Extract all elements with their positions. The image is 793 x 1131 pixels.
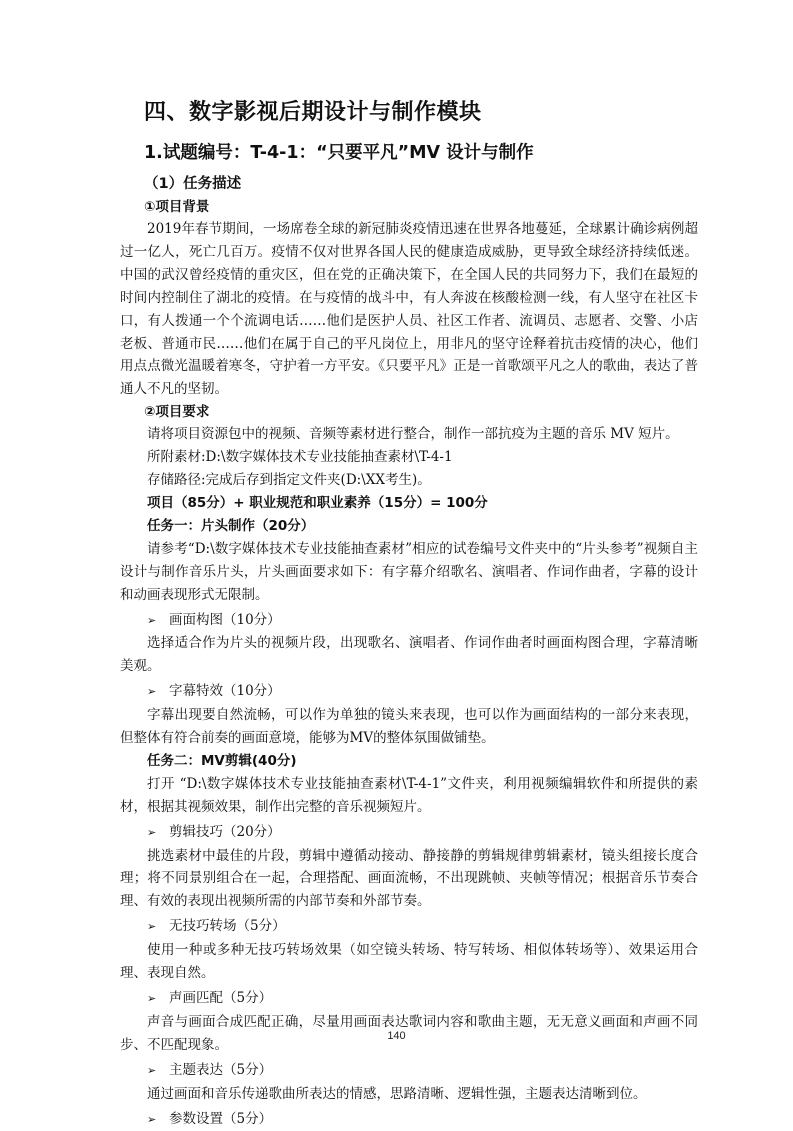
project-requirements-heading: ②项目要求 — [144, 404, 210, 421]
task1-heading: 任务一：片头制作（20分） — [147, 517, 315, 534]
list-item-text: 字幕出现要自然流畅，可以作为单独的镜头来表现，也可以作为画面结构的一部分来表现，但整体有符合前奏的画面意境，能够为MV的整体氛围做铺垫。 — [120, 707, 698, 747]
arrowhead-bullet-icon: ➢ — [147, 613, 157, 627]
page-number: 140 — [387, 1030, 406, 1042]
requirements-storage-path: 存储路径:完成后存到指定文件夹(D:\XX考生)。 — [147, 472, 431, 489]
list-item-label: 参数设置（5分） — [169, 1110, 273, 1127]
list-item — [147, 987, 698, 1011]
module-heading: 四、数字影视后期设计与制作模块 — [144, 100, 482, 125]
arrowhead-bullet-icon: ➢ — [147, 920, 157, 934]
list-item — [147, 915, 698, 939]
list-item — [147, 1059, 698, 1083]
task1-paragraph: 请参考“D:\数字媒体技术专业技能抽查素材”相应的试卷编号文件夹中的“片头参考”视频自主设计与制作音乐片头，片头画面要求如下：有字幕介绍歌名、演唱者、作词作曲者，字幕的设计和动画表现形式无限制。 — [120, 540, 698, 603]
list-item-label: 剪辑技巧（20分） — [169, 823, 281, 840]
score-total: 项目（85分）+ 职业规范和职业素养（15分）= 100分 — [147, 494, 488, 511]
task-description-heading: （1）任务描述 — [144, 176, 242, 192]
list-item — [147, 680, 698, 704]
arrowhead-bullet-icon: ➢ — [147, 992, 157, 1005]
question-heading: 1.试题编号：T-4-1：“只要平凡”MV 设计与制作 — [144, 143, 534, 163]
arrowhead-bullet-icon: ➢ — [147, 685, 157, 699]
list-item-label: 字幕特效（10分） — [169, 683, 281, 700]
document-body — [120, 96, 698, 1131]
list-item-label: 声画匹配（5分） — [169, 990, 273, 1006]
project-background-paragraph: 2019年春节期间，一场席卷全球的新冠肺炎疫情迅速在世界各地蔓延，全球累计确诊病例超过一亿人，死亡几百万。疫情不仅对世界各国人民的健康造成威胁，更导致全球经济持续低迷。中国的武汉曾经疫情的重灾区，但在党的正确决策下，在全国人民的共同努力下，我们在最短的时间内控制住了湖北的疫情。在与疫情的战斗中，有人奔波在核酸检测一线，有人坚守在社区卡口，有人拨通一个个流调电话……他们是医护人员、社区工作者、流调员、志愿者、交警、小店老板、普通市民……他们在属于自己的平凡岗位上，用非凡的坚守诠释着抗击疫情的决心，他们用点点微光温暖着寒冬，守护着一方平安。《只要平凡》正是一首歌颂平凡之人的歌曲，表达了普通人不凡的坚韧。 — [120, 221, 698, 398]
list-item-text: 挑选素材中最佳的片段，剪辑中遵循动接动、静接静的剪辑规律剪辑素材，镜头组接长度合理；将不同景别组合在一起，合理搭配、画面流畅，不出现跳帧、夹帧等情况；根据音乐节奏合理、有效的表现出视频所需的内部节奏和外部节奏。 — [120, 847, 698, 910]
arrowhead-bullet-icon: ➢ — [147, 825, 157, 839]
requirements-line-1: 请将项目资源包中的视频、音频等素材进行整合，制作一部抗疫为主题的音乐 MV 短片。 — [147, 426, 679, 443]
task2-paragraph: 打开 “D:\数字媒体技术专业技能抽查素材\T-4-1”文件夹，利用视频编辑软件和所提供的素材，根据其视频效果，制作出完整的音乐视频短片。 — [120, 775, 698, 815]
list-item-text: 通过画面和音乐传递歌曲所表达的情感，思路清晰、逻辑性强，主题表达清晰到位。 — [147, 1085, 647, 1102]
list-item-text: 声音与画面合成匹配正确，尽量用画面表达歌词内容和歌曲主题，无无意义画面和声画不同步、不匹配现象。 — [120, 1013, 698, 1053]
list-item — [147, 1108, 698, 1131]
requirements-materials-path: 所附素材:D:\数字媒体技术专业技能抽查素材\T-4-1 — [147, 449, 453, 466]
task2-heading: 任务二：MV剪辑(40分) — [147, 752, 297, 769]
list-item-label: 画面构图（10分） — [169, 611, 281, 628]
list-item — [147, 609, 698, 633]
project-background-heading: ①项目背景 — [144, 199, 210, 215]
list-item-label: 无技巧转场（5分） — [169, 918, 286, 935]
arrowhead-bullet-icon: ➢ — [147, 1112, 157, 1126]
list-item-text: 使用一种或多种无技巧转场效果（如空镜头转场、特写转场、相似体转场等）、效果运用合理、表现自然。 — [120, 942, 698, 982]
list-item-label: 主题表达（5分） — [169, 1061, 273, 1078]
list-item — [147, 821, 698, 845]
list-item-text: 选择适合作为片头的视频片段，出现歌名、演唱者、作词作曲者时画面构图合理，字幕清晰美观。 — [120, 635, 698, 675]
arrowhead-bullet-icon: ➢ — [147, 1063, 157, 1077]
